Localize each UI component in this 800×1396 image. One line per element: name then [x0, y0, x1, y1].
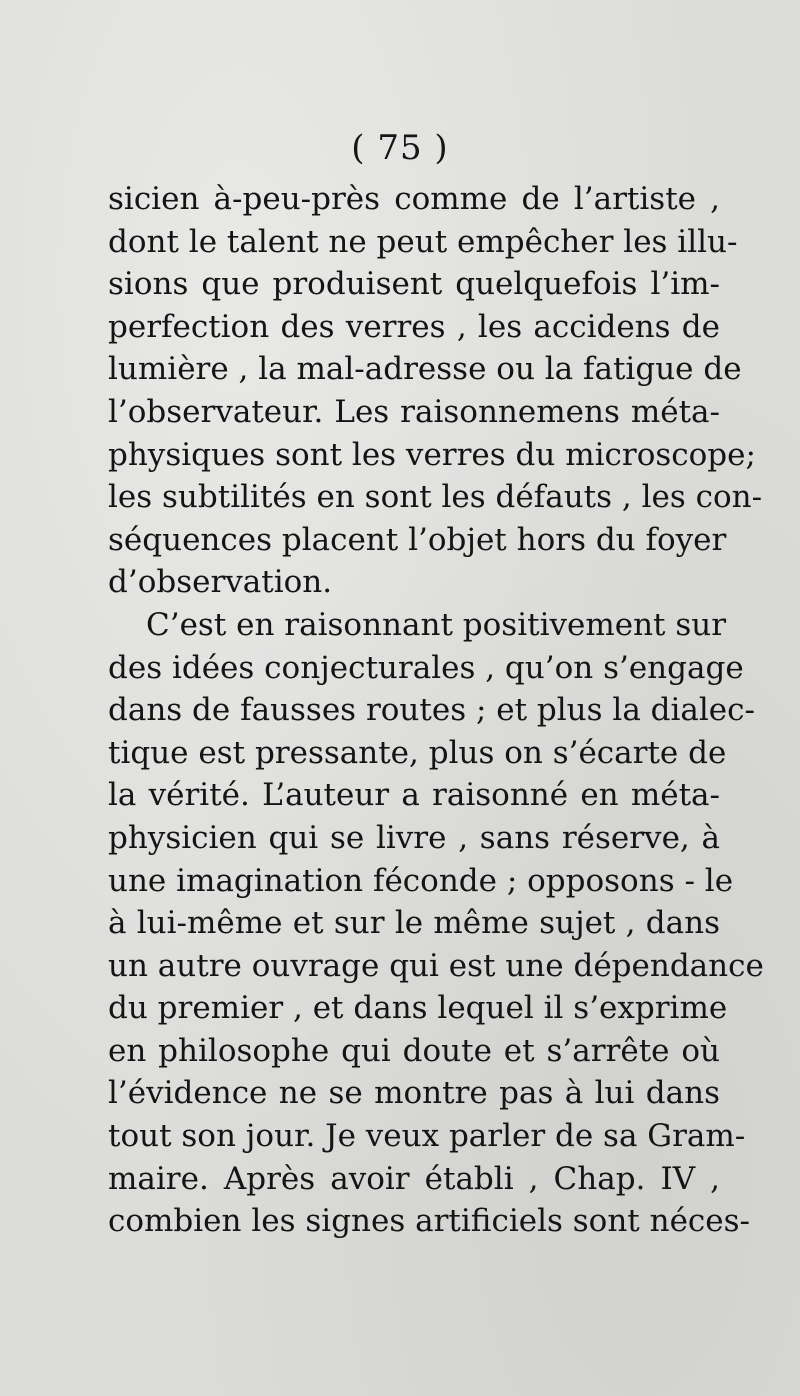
paragraph-start-line: C’est en raisonnant positivement sur	[146, 606, 727, 643]
text-line: tout son jour. Je veux parler de sa Gram-	[108, 1118, 746, 1155]
text-line: la vérité. L’auteur a raisonné en méta-	[108, 777, 720, 814]
text-line: les subtilités en sont les défauts , les con-	[108, 479, 763, 516]
text-line: combien les signes artificiels sont néces-	[108, 1203, 751, 1240]
text-line: lumière , la mal-adresse ou la fatigue de	[108, 351, 742, 388]
text-line: physicien qui se livre , sans réserve, à	[108, 819, 720, 856]
text-line: un autre ouvrage qui est une dépendance	[108, 947, 764, 984]
text-line: tique est pressante, plus on s’écarte de	[108, 734, 727, 771]
text-line: physiques sont les verres du microscope;	[108, 436, 756, 473]
text-line: sions que produisent quelquefois l’im-	[108, 266, 720, 303]
text-line: maire. Après avoir établi , Chap. IV ,	[108, 1160, 720, 1197]
text-line: du premier , et dans lequel il s’exprime	[108, 990, 728, 1027]
page-number: ( 75 )	[351, 128, 449, 168]
text-line: à lui-même et sur le même sujet , dans	[108, 905, 720, 942]
text-line: dont le talent ne peut empêcher les illu-	[108, 223, 738, 260]
paragraph-end-line: d’observation.	[108, 564, 333, 601]
text-line: perfection des verres , les accidens de	[108, 308, 720, 345]
text-line: en philosophe qui doute et s’arrête où	[108, 1032, 720, 1069]
text-line: séquences placent l’objet hors du foyer	[108, 521, 727, 558]
text-line: dans de fausses routes ; et plus la dialec-	[108, 692, 755, 729]
body-text	[108, 178, 764, 1243]
text-line: l’observateur. Les raisonnemens méta-	[108, 393, 720, 430]
text-line: sicien à-peu-près comme de l’artiste ,	[108, 181, 720, 217]
text-line: des idées conjecturales , qu’on s’engage	[108, 649, 744, 686]
text-line: une imagination féconde ; opposons - le	[108, 862, 734, 899]
text-line: l’évidence ne se montre pas à lui dans	[108, 1075, 720, 1112]
